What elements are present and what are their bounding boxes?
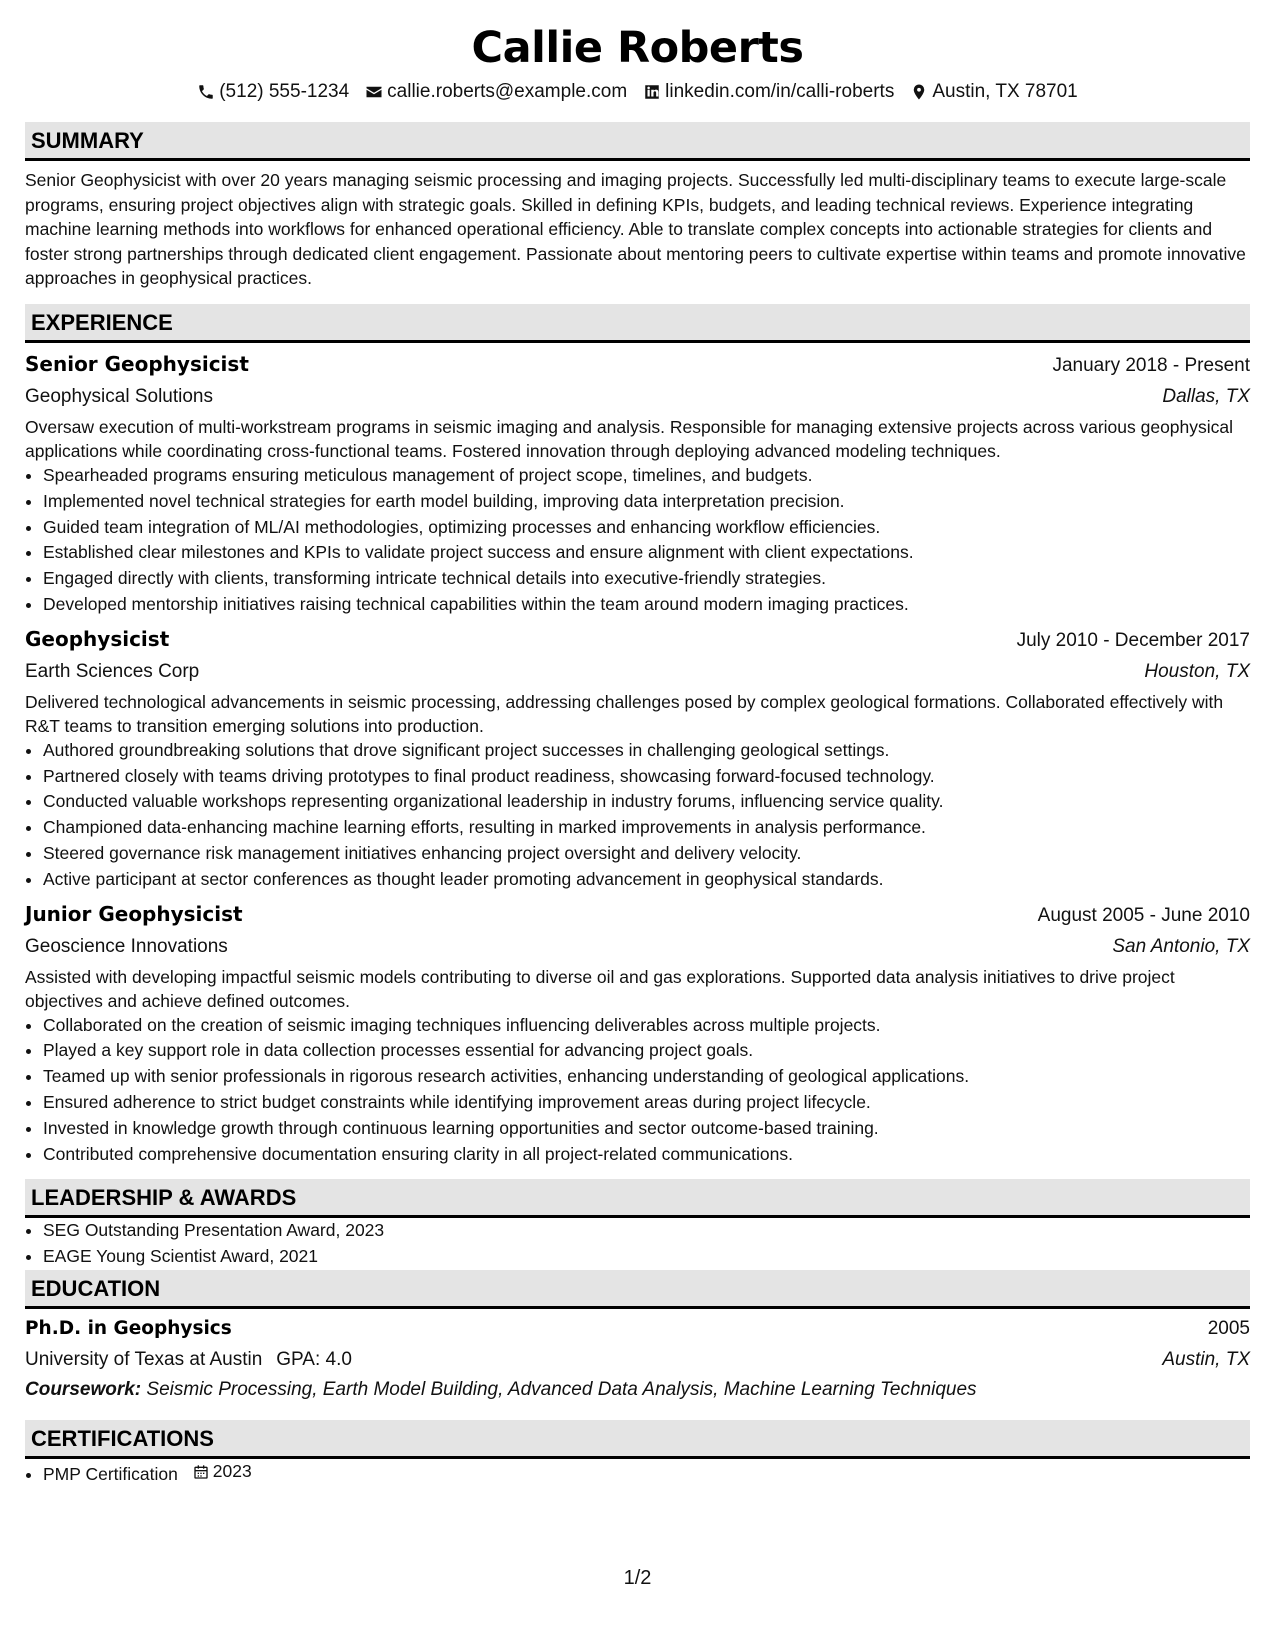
list-item: • Invested in knowledge growth through continuous learning opportunities and sector outcome-based training.: [43, 1116, 1250, 1142]
list-item: • Played a key support role in data collection processes essential for advancing project goals.: [43, 1038, 1250, 1064]
list-item: • Teamed up with senior professionals in rigorous research activities, enhancing understanding of geological applications.: [43, 1064, 1250, 1090]
resume-page: [25, 0, 1250, 1488]
job-bullets: [25, 1013, 1250, 1168]
job-company: Earth Sciences Corp: [25, 660, 200, 682]
job-subheader: [25, 656, 1250, 687]
list-item: • Engaged directly with clients, transforming intricate technical details into executive-friendly strategies.: [43, 566, 1250, 592]
job-company: Geoscience Innovations: [25, 935, 228, 957]
list-item: [43, 1459, 1250, 1488]
candidate-name: Callie Roberts: [471, 23, 804, 73]
list-item: • Active participant at sector conferences as thought leader promoting advancement in geophysical standards.: [43, 867, 1250, 893]
job-bullets: [25, 463, 1250, 618]
location-text: Austin, TX 78701: [932, 81, 1078, 102]
contact-location: [910, 79, 1077, 105]
coursework-label: Coursework:: [25, 1378, 142, 1400]
awards-section: [25, 1179, 1250, 1270]
education-entry: [25, 1314, 1250, 1405]
job-location: Dallas, TX: [1162, 385, 1250, 407]
job-location: Houston, TX: [1144, 660, 1250, 682]
education-section: [25, 1270, 1250, 1405]
certifications-section: [25, 1420, 1250, 1488]
coursework-list: Seismic Processing, Earth Model Building, Advanced Data Analysis, Machine Learning Techniques: [146, 1378, 977, 1400]
school-name: University of Texas at Austin: [25, 1348, 263, 1370]
list-item: • Spearheaded programs ensuring meticulous management of project scope, timelines, and budgets.: [43, 463, 1250, 489]
job-bullets: [25, 738, 1250, 893]
job-company: Geophysical Solutions: [25, 385, 213, 407]
awards-heading: LEADERSHIP & AWARDS: [25, 1179, 1250, 1218]
linkedin-icon: [643, 83, 661, 101]
experience-section: [25, 304, 1250, 1167]
list-item: • Ensured adherence to strict budget constraints while identifying improvement areas during project lifecycle.: [43, 1090, 1250, 1116]
summary-text: Senior Geophysicist with over 20 years managing seismic processing and imaging projects. Successfully led multi-disciplinary teams to execute large-scale programs, ensuring project objectives align with strategic goals. Skilled in defining KPIs, budgets, and leading technical reviews. Experience integrating machine learning methods into workflows for enhanced operational efficiency. Able to translate complex concepts into actionable strategies for clients and foster strong partnerships through dedicated client engagement. Passionate about mentoring peers to cultivate expertise within teams and promote innovative approaches in geophysical practices.: [25, 170, 1246, 289]
calendar-icon: [193, 1464, 209, 1480]
list-item: • EAGE Young Scientist Award, 2021: [43, 1244, 1250, 1270]
phone-text: (512) 555-1234: [219, 81, 350, 102]
list-item: • SEG Outstanding Presentation Award, 2023: [43, 1218, 1250, 1244]
email-link[interactable]: callie.roberts@example.com: [387, 81, 628, 102]
list-item: • Contributed comprehensive documentation ensuring clarity in all project-related communications.: [43, 1142, 1250, 1168]
list-item: • Championed data-enhancing machine learning efforts, resulting in marked improvements in analysis performance.: [43, 815, 1250, 841]
contact-phone: [197, 79, 349, 105]
job-title: Junior Geophysicist: [25, 901, 243, 926]
phone-icon: [197, 83, 215, 101]
list-item: • Authored groundbreaking solutions that drove significant project successes in challenging geological settings.: [43, 738, 1250, 764]
job-date: January 2018 - Present: [1052, 354, 1250, 376]
job-entry: [25, 899, 1250, 1168]
job-entry: [25, 349, 1250, 618]
education-header: [25, 1314, 1250, 1344]
contact-email[interactable]: [365, 79, 627, 105]
job-header: [25, 624, 1250, 656]
list-item: • Guided team integration of ML/AI methodologies, optimizing processes and enhancing workflow efficiencies.: [43, 515, 1250, 541]
gpa: GPA: 4.0: [276, 1348, 352, 1370]
summary-section: [25, 122, 1250, 291]
job-description: Oversaw execution of multi-workstream programs in seismic imaging and analysis. Responsible for managing extensive projects across various geophysical applications while coordinating cross-functional teams. Fostered innovation through deploying advanced modeling techniques.: [25, 416, 1234, 461]
education-heading: EDUCATION: [25, 1270, 1250, 1309]
job-location: San Antonio, TX: [1112, 935, 1250, 957]
certification-date: [193, 1459, 252, 1485]
certification-name: PMP Certification: [43, 1463, 178, 1484]
awards-list: [25, 1218, 1250, 1270]
list-item: • Partnered closely with teams driving prototypes to final product readiness, showcasing forward-focused technology.: [43, 764, 1250, 790]
job-header: [25, 899, 1250, 931]
school-location: Austin, TX: [1162, 1348, 1250, 1370]
list-item: • Established clear milestones and KPIs to validate project success and ensure alignment with client expectations.: [43, 540, 1250, 566]
certifications-list: [25, 1459, 1250, 1488]
job-entry: [25, 624, 1250, 893]
contact-linkedin[interactable]: [643, 79, 894, 105]
contact-bar: [25, 79, 1250, 105]
job-description: Assisted with developing impactful seismic models contributing to diverse oil and gas explorations. Supported data analysis initiatives to drive project objectives and achieve defined outcomes.: [25, 966, 1175, 1011]
experience-heading: EXPERIENCE: [25, 304, 1250, 343]
job-subheader: [25, 931, 1250, 962]
linkedin-link[interactable]: linkedin.com/in/calli-roberts: [665, 81, 895, 102]
list-item: • Steered governance risk management initiatives enhancing project oversight and delivery velocity.: [43, 841, 1250, 867]
job-title: Geophysicist: [25, 626, 170, 651]
job-title: Senior Geophysicist: [25, 351, 249, 376]
job-description: Delivered technological advancements in seismic processing, addressing challenges posed by complex geological formations. Collaborated effectively with R&T teams to transition emerging solutions into production.: [25, 691, 1224, 736]
certification-year: 2023: [212, 1460, 252, 1481]
page-number: 1/2: [623, 1567, 652, 1589]
list-item: • Collaborated on the creation of seismic imaging techniques influencing deliverables across multiple projects.: [43, 1013, 1250, 1039]
list-item: • Conducted valuable workshops representing organizational leadership in industry forums, influencing service quality.: [43, 789, 1250, 815]
list-item: • Developed mentorship initiatives raising technical capabilities within the team around modern imaging practices.: [43, 592, 1250, 618]
map-pin-icon: [910, 83, 928, 101]
job-date: July 2010 - December 2017: [1016, 629, 1250, 651]
coursework: [25, 1375, 1250, 1405]
certifications-heading: CERTIFICATIONS: [25, 1420, 1250, 1459]
job-subheader: [25, 381, 1250, 412]
degree-title: Ph.D. in Geophysics: [25, 1317, 232, 1339]
job-date: August 2005 - June 2010: [1037, 904, 1250, 926]
list-item: • Implemented novel technical strategies for earth model building, improving data interpretation precision.: [43, 489, 1250, 515]
graduation-year: 2005: [1207, 1317, 1250, 1339]
job-header: [25, 349, 1250, 381]
summary-heading: SUMMARY: [25, 122, 1250, 161]
school-line: [25, 1346, 352, 1374]
envelope-icon: [365, 83, 383, 101]
education-subheader: [25, 1344, 1250, 1375]
